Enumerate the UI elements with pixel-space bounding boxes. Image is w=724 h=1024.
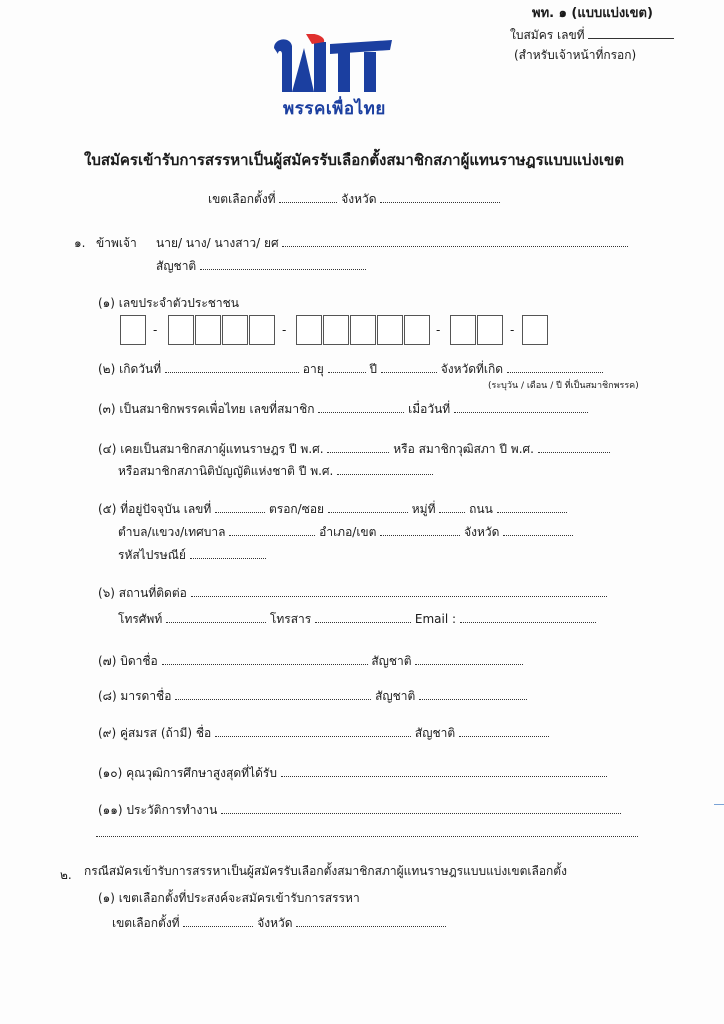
- address-number-field[interactable]: [215, 500, 265, 513]
- section2-sub1-label: (๑) เขตเลือกตั้งที่ประสงค์จะสมัครเข้ารับการสรรหา: [98, 891, 360, 905]
- application-number-label: ใบสมัคร เลขที่: [510, 28, 585, 42]
- id-digit-box[interactable]: [296, 315, 322, 345]
- age-label: อายุ: [302, 362, 324, 376]
- spouse-name-field[interactable]: [215, 724, 411, 737]
- address-row-3: [118, 546, 266, 565]
- birth-date-field[interactable]: [165, 360, 299, 373]
- father-name-label: (๗) บิดาชื่อ: [98, 654, 158, 668]
- road-field[interactable]: [497, 500, 567, 513]
- year-label: ปี: [369, 362, 378, 376]
- id-digit-box[interactable]: [450, 315, 476, 345]
- year-field[interactable]: [381, 360, 437, 373]
- section1-number: ๑.: [74, 236, 86, 250]
- id-digit-box[interactable]: [522, 315, 548, 345]
- spouse-row: [98, 724, 549, 743]
- nationality-field[interactable]: [200, 257, 366, 270]
- officer-note: (สำหรับเจ้าหน้าที่กรอก): [514, 48, 637, 62]
- past-mp-label: (๔) เคยเป็นสมาชิกสภาผู้แทนราษฎร ปี พ.ศ.: [98, 442, 324, 456]
- past-mp-row: [98, 440, 610, 459]
- district-field[interactable]: [279, 190, 337, 203]
- contact-place-label: (๖) สถานที่ติดต่อ: [98, 586, 187, 600]
- member-date-field[interactable]: [454, 400, 588, 413]
- spouse-nationality-label: สัญชาติ: [414, 726, 456, 740]
- id-dash: -: [436, 323, 441, 337]
- father-name-field[interactable]: [162, 652, 368, 665]
- province-label: จังหวัด: [341, 192, 377, 206]
- id-dash: -: [282, 323, 287, 337]
- id-digit-box[interactable]: [404, 315, 430, 345]
- spouse-name-label: (๙) คู่สมรส (ถ้ามี) ชื่อ: [98, 726, 212, 740]
- work-history-extra-line[interactable]: [96, 836, 638, 837]
- tambon-label: ตำบล/แขวง/เทศบาล: [118, 525, 226, 539]
- scan-edge-mark: [714, 796, 724, 805]
- id-digit-box[interactable]: [120, 315, 146, 345]
- postal-code-field[interactable]: [190, 546, 266, 559]
- member-date-label: เมื่อวันที่: [408, 402, 451, 416]
- birth-date-label: (๒) เกิดวันที่: [98, 362, 162, 376]
- id-dash: -: [510, 323, 515, 337]
- province-field[interactable]: [380, 190, 500, 203]
- education-field[interactable]: [281, 764, 607, 777]
- applicant-label: ข้าพเจ้า: [96, 236, 137, 250]
- mother-row: [98, 687, 527, 706]
- moo-field[interactable]: [439, 500, 465, 513]
- email-label: Email :: [414, 612, 457, 626]
- application-number-row: [510, 26, 674, 45]
- mother-nationality-field[interactable]: [419, 687, 527, 700]
- father-nationality-field[interactable]: [415, 652, 523, 665]
- id-digit-box[interactable]: [222, 315, 248, 345]
- section2-district-row: [112, 914, 446, 933]
- id-digit-box[interactable]: [195, 315, 221, 345]
- party-name-logo-text: พรรคเพื่อไทย: [283, 99, 386, 119]
- moo-label: หมู่ที่: [411, 502, 436, 516]
- id-digit-box[interactable]: [477, 315, 503, 345]
- id-digit-box[interactable]: [350, 315, 376, 345]
- member-number-field[interactable]: [318, 400, 404, 413]
- id-digit-box[interactable]: [168, 315, 194, 345]
- birth-row: [98, 360, 603, 379]
- past-nla-label: หรือสมาชิกสภานิติบัญญัติแห่งชาติ ปี พ.ศ.: [118, 464, 334, 478]
- age-field[interactable]: [328, 360, 366, 373]
- section2-number: ๒.: [60, 868, 72, 882]
- address-province-field[interactable]: [503, 523, 573, 536]
- work-history-field[interactable]: [221, 801, 621, 814]
- contact-place-field[interactable]: [191, 584, 607, 597]
- address-row-1: [98, 500, 567, 519]
- party-logo-mark: [268, 34, 398, 98]
- father-nationality-label: สัญชาติ: [371, 654, 412, 668]
- postal-code-label: รหัสไปรษณีย์: [118, 548, 186, 562]
- section2-province-field[interactable]: [296, 914, 446, 927]
- tambon-field[interactable]: [229, 523, 315, 536]
- education-row: [98, 764, 607, 783]
- phone-fax-email-row: [118, 610, 596, 629]
- section2-text: กรณีสมัครเข้ารับการสรรหาเป็นผู้สมัครรับเลือกตั้งสมาชิกสภาผู้แทนราษฎรแบบแบ่งเขตเลือกตั้ง: [84, 864, 567, 878]
- birth-province-label: จังหวัดที่เกิด: [440, 362, 504, 376]
- member-date-note: (ระบุวัน / เดือน / ปี ที่เป็นสมาชิกพรรค): [488, 381, 639, 391]
- address-province-label: จังหวัด: [464, 525, 500, 539]
- id-digit-box[interactable]: [249, 315, 275, 345]
- party-member-row: [98, 400, 588, 419]
- past-senate-label: หรือ สมาชิกวุฒิสภา ปี พ.ศ.: [393, 442, 534, 456]
- birth-province-field[interactable]: [507, 360, 603, 373]
- name-row: [156, 234, 628, 253]
- lane-label: ตรอก/ซอย: [268, 502, 325, 516]
- mother-name-field[interactable]: [175, 687, 371, 700]
- phone-field[interactable]: [166, 610, 266, 623]
- full-name-field[interactable]: [282, 234, 628, 247]
- district-label: เขตเลือกตั้งที่: [208, 192, 276, 206]
- past-nla-row: [118, 462, 433, 481]
- fax-field[interactable]: [315, 610, 411, 623]
- name-title-options: นาย/ นาง/ นางสาว/ ยศ: [156, 236, 279, 250]
- section2-district-label: เขตเลือกตั้งที่: [112, 916, 180, 930]
- id-digit-box[interactable]: [377, 315, 403, 345]
- section2-province-label: จังหวัด: [257, 916, 293, 930]
- contact-row: [98, 584, 607, 603]
- party-member-label: (๓) เป็นสมาชิกพรรคเพื่อไทย เลขที่สมาชิก: [98, 402, 315, 416]
- email-field[interactable]: [460, 610, 596, 623]
- work-history-row: [98, 801, 621, 820]
- application-number-field[interactable]: [588, 26, 674, 39]
- mother-nationality-label: สัญชาติ: [375, 689, 416, 703]
- father-row: [98, 652, 523, 671]
- address-row-2: [118, 523, 573, 542]
- work-history-label: (๑๑) ประวัติการทำงาน: [98, 803, 218, 817]
- education-label: (๑๐) คุณวุฒิการศึกษาสูงสุดที่ได้รับ: [98, 766, 277, 780]
- nationality-label: สัญชาติ: [156, 259, 197, 273]
- id-digit-box[interactable]: [323, 315, 349, 345]
- lane-field[interactable]: [328, 500, 408, 513]
- road-label: ถนน: [469, 502, 493, 516]
- spouse-nationality-field[interactable]: [459, 724, 549, 737]
- mother-name-label: (๘) มารดาชื่อ: [98, 689, 172, 703]
- amphoe-field[interactable]: [380, 523, 460, 536]
- district-line: [208, 190, 500, 209]
- form-code: พท. ๑ (แบบแบ่งเขต): [532, 6, 653, 21]
- section2-district-field[interactable]: [183, 914, 253, 927]
- past-nla-year-field[interactable]: [337, 462, 433, 475]
- phone-label: โทรศัพท์: [118, 612, 163, 626]
- nationality-row: [156, 257, 366, 276]
- id-card-label: (๑) เลขประจำตัวประชาชน: [98, 296, 239, 310]
- amphoe-label: อำเภอ/เขต: [319, 525, 377, 539]
- past-senate-year-field[interactable]: [538, 440, 610, 453]
- id-dash: -: [153, 323, 158, 337]
- past-mp-year-field[interactable]: [327, 440, 389, 453]
- form-title: ใบสมัครเข้ารับการสรรหาเป็นผู้สมัครรับเลือกตั้งสมาชิกสภาผู้แทนราษฎรแบบแบ่งเขต: [84, 151, 625, 169]
- address-number-label: (๕) ที่อยู่ปัจจุบัน เลขที่: [98, 502, 212, 516]
- fax-label: โทรสาร: [269, 612, 312, 626]
